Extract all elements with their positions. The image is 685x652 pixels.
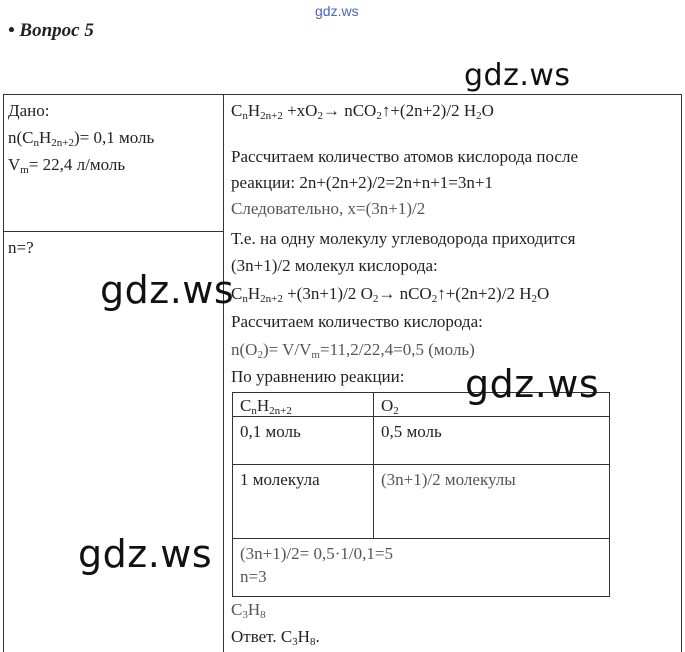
table-border-right bbox=[681, 94, 682, 652]
watermark: gdz.ws bbox=[465, 362, 600, 406]
given-amount: $n(C_nH_{2n+2})= 0,1$ моль bbox=[8, 128, 155, 149]
watermark: gdz.ws bbox=[464, 58, 571, 93]
answer-line: Ответ. $C_3H_8$. bbox=[231, 627, 320, 648]
inner-table-cell: 0,5 моль bbox=[381, 422, 442, 441]
calculation-line-1: (3n+1)/2= 0,5·1/0,1=5 bbox=[240, 544, 393, 563]
inner-table-cell: 1 молекула bbox=[240, 470, 320, 489]
given-title: Дано: bbox=[8, 101, 50, 120]
solution-line-1: Рассчитаем количество атомов кислорода после bbox=[231, 147, 578, 166]
inner-table-cell: 0,1 моль bbox=[240, 422, 301, 441]
watermark: gdz.ws bbox=[78, 532, 213, 576]
question-heading: • Вопрос 5 bbox=[8, 20, 94, 41]
inner-table-bottom bbox=[232, 596, 610, 597]
calculation-line-2: n=3 bbox=[240, 567, 267, 586]
inner-table-row3 bbox=[232, 538, 610, 539]
solution-line-3: Следовательно, x=(3n+1)/2 bbox=[231, 199, 426, 218]
inner-table-row2 bbox=[232, 464, 610, 465]
watermark: gdz.ws bbox=[100, 268, 235, 312]
solution-line-5: (3n+1)/2 молекул кислорода: bbox=[231, 256, 438, 275]
solution-line-8: По уравнению реакции: bbox=[231, 367, 405, 386]
formula-result: $C_3H_8$ bbox=[231, 600, 266, 621]
inner-table-header-hydrocarbon: $C_nH_{2n+2}$ bbox=[240, 396, 292, 417]
inner-table-mid bbox=[373, 392, 374, 538]
reaction-equation-2: $C_nH_{2n+2} +(3n+1)/2$ $O_2\to$ nCO$_2$↑+(2n+2)/2 $H_2O$ bbox=[231, 284, 550, 305]
solution-line-7: $n(O_2)= V/V_m=11,2/22,4=0,5$ (моль) bbox=[231, 340, 475, 361]
watermark-link: gdz.ws bbox=[315, 3, 359, 19]
given-molar-volume: $V_m= 22,4$ л/моль bbox=[8, 155, 126, 176]
solution-line-2: реакции: 2n+(2n+2)/2=2n+n+1=3n+1 bbox=[231, 173, 493, 192]
inner-table-header-oxygen: $O_2$ bbox=[381, 396, 399, 417]
inner-table-left bbox=[232, 392, 233, 597]
table-border-top bbox=[3, 94, 682, 95]
solution-line-6: Рассчитаем количество кислорода: bbox=[231, 312, 483, 331]
table-divider-vertical bbox=[223, 94, 224, 652]
table-divider-given bbox=[3, 231, 223, 232]
find-text: n=? bbox=[8, 238, 34, 257]
solution-line-4: Т.е. на одну молекулу углеводорода приходится bbox=[231, 229, 576, 248]
reaction-equation-1: $C_nH_{2n+2} +xO_2\to$ nCO$_2$↑+(2n+2)/2 $H_2O$ bbox=[231, 101, 494, 122]
inner-table-cell: (3n+1)/2 молекулы bbox=[381, 470, 516, 489]
inner-table-right bbox=[609, 392, 610, 597]
table-border-left bbox=[3, 94, 4, 652]
